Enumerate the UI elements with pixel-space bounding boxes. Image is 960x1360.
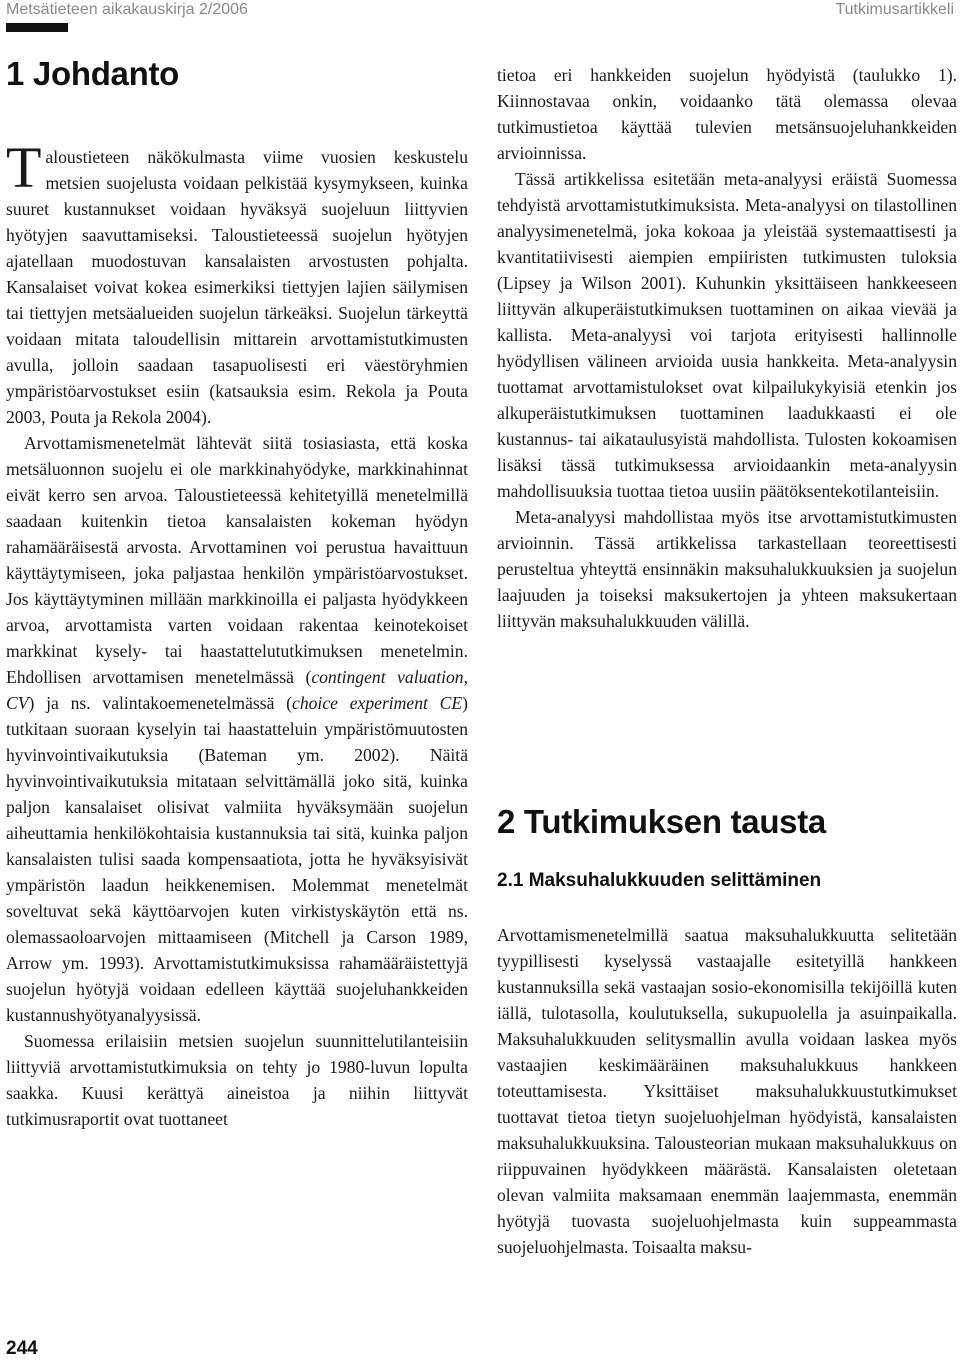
paragraph-finland: Suomessa erilaisiin metsien suojelun suunnittelutilanteisiin liittyviä arvottamistutkimuksia on tehty jo 1980-luvun lopulta saakka. Kuusi kerättyä aineistoa ja niihin liittyvät tutkimusraportit ovat tuottaneet bbox=[6, 1031, 468, 1129]
paragraph-continued: tietoa eri hankkeiden suojelun hyödyistä (taulukko 1). Kiinnostavaa onkin, voidaanko tätä olemassa olevaa tutkimustietoa käyttää tulevien metsänsuojeluhankkeiden arvioinnissa. bbox=[497, 65, 957, 163]
term-cv: contingent valuation, CV bbox=[6, 667, 468, 713]
article-type: Tutkimusartikkeli bbox=[835, 1, 954, 18]
paragraph-methods bbox=[6, 430, 468, 1028]
page-number: 244 bbox=[6, 1338, 38, 1359]
term-ce: choice experiment CE bbox=[292, 693, 463, 713]
section-2-heading: 2 Tutkimuksen tausta bbox=[497, 803, 826, 840]
paragraph-intro-text: aloustieteen näkökulmasta viime vuosien keskustelu metsien suojelusta voidaan pelkistää kysymykseen, kuinka suuret kustannukset voidaan hyväksyä suojeluun liittyvien hyötyjen saavuttamiseksi. Taloustieteessä suojelun hyötyjen ajatellaan muodostuvan kansalaisten arvostusten pohjalta. Kansalaiset voivat kokea esimerkiksi tiettyjen lajien säilymisen tai tiettyjen metsäalueiden suojelun tärkeäksi. Suojelun tärkeyttä voidaan mitata taloudellisin mittarein arvottamistutkimusten avulla, jolloin saadaan tasapuolisesti eri väestöryhmien ympäristöarvostukset esiin (katsauksia esim. Rekola ja Pouta 2003, Pouta ja Rekola 2004). bbox=[6, 147, 468, 427]
header-rule bbox=[6, 23, 68, 32]
journal-title: Metsätieteen aikakauskirja 2/2006 bbox=[6, 1, 248, 18]
paragraph-methods-text-b: ) ja ns. valintakoemenetelmässä ( bbox=[28, 693, 293, 713]
paragraph-meta-analysis: Tässä artikkelissa esitetään meta-analyysi eräistä Suomessa tehdyistä arvottamistutkimuksista. Meta-analyysi on tilastollinen analyysimenetelmä, joka kokoaa ja yleistää systemaattisesti ja kvantitatiivisesti aiempien empiiristen tutkimusten tuloksia (Lipsey ja Wilson 2001). Kuhunkin yksittäiseen hankkeeseen liittyvän alkuperäistutkimuksen tuottaminen on aikaa vievää ja kallista. Meta-analyysi voi tarjota erityisesti hallinnolle hyödyllisen välineen arvioida uusia hankkeita. Meta-analyysin tuottamat arvottamistulokset ovat kilpailukykyisiä etenkin jos alkuperäistutkimuksen tuottaminen laadukkaasti ei ole kustannus- tai aikataulusyistä mahdollista. Tulosten kokoamisen lisäksi tässä tutkimuksessa arvioidaankin meta-analyysin mahdollisuuksia tuottaa tietoa uusiin päätöksentekotilanteisiin. bbox=[497, 169, 957, 501]
drop-cap: T bbox=[6, 135, 42, 200]
paragraph-methods-text-c: ) tutkitaan suoraan kyselyin tai haastatteluin ympäristömuutosten hyvinvointivaikutuksia (Bateman ym. 2002). Näitä hyvinvointivaikutuksia mitataan selvittämällä joko sitä, kuinka paljon kansalaiset olisivat valmiita hyväksymään suojelun aiheuttamia henkilökohtaisia kustannuksia tai sitä, kuinka paljon kansalaisten tulisi saada kompensaatiota, jotta he hyväksyisivät ympäristön laadun heikkenemisen. Molemmat menetelmät soveltuvat sekä käyttöarvojen kuten virkistyskäytön että ns. olemassaoloarvojen mittaamiseen (Mitchell ja Carson 1989, Arrow ym. 1993). Arvottamistutkimuksissa rahamääräistettyjä suojelun hyötyjä voidaan edelleen käyttää suojeluhankkeiden kustannushyötyanalyysissä. bbox=[6, 693, 468, 1025]
right-body-bottom bbox=[497, 922, 957, 1260]
paragraph-evaluation: Meta-analyysi mahdollistaa myös itse arvottamistutkimusten arvioinnin. Tässä artikkelissa tarkastellaan teoreettisesti perusteltua yhteyttä ensinnäkin maksuhalukkuuksien ja suojelun laajuuden ja toiseksi maksukertojen ja yhteen maksukertaan liittyvän maksuhalukkuuden välillä. bbox=[497, 507, 957, 631]
left-body bbox=[6, 135, 468, 1132]
paragraph-wtp: Arvottamismenetelmillä saatua maksuhalukkuutta selitetään tyypillisesti kyselyssä vastaajalle esitetyillä hankkeen kustannuksilla sekä vastaajan sosio-ekonomisilla tekijöillä kuten iällä, tulotasolla, koulutuksella, sukupuolella ja asuinpaikalla. Maksuhalukkuuden selitysmallin avulla voidaan laskea myös vastaajien keskimääräinen maksuhalukkuus hankkeen toteuttamisesta. Yksittäiset maksuhalukkuustutkimukset tuottavat tietoa tietyn suojeluohjelman hyödyistä, kansalaisten maksuhalukkuuksina. Talousteorian mukaan maksuhalukkuus on riippuvainen hyödykkeen määrästä. Kansalaisten oletetaan olevan valmiita maksamaan enemmän laajemmasta, enemmän hyötyjä tuovasta suojeluohjelmasta kuin suppeammasta suojeluohjelmasta. Toisaalta maksu- bbox=[497, 925, 957, 1257]
subsection-2-1-heading: 2.1 Maksuhalukkuuden selittäminen bbox=[497, 870, 822, 891]
paragraph-methods-text-a: Arvottamismenetelmät lähtevät siitä tosiasiasta, että koska metsäluonnon suojelu ei ole markkinahyödyke, markkinahinnat eivät kerro sen arvoa. Taloustieteessä kehitetyillä menetelmillä saadaan kuitenkin tietoa kansalaisten kokeman hyödyn rahamääräisestä arvosta. Arvottaminen voi perustua havaittuun käyttäytymiseen, joka paljastaa henkilön ympäristöarvostukset. Jos käyttäytyminen millään markkinoilla ei paljasta hyödykkeen arvoa, arvottamista varten voidaan rakentaa keinotekoiset markkinat kysely- tai haastattelututkimuksen menetelmin. Ehdollisen arvottamisen menetelmässä ( bbox=[6, 433, 468, 687]
section-1-heading: 1 Johdanto bbox=[6, 55, 180, 92]
right-body-top bbox=[497, 62, 957, 634]
paragraph-intro bbox=[6, 135, 468, 430]
